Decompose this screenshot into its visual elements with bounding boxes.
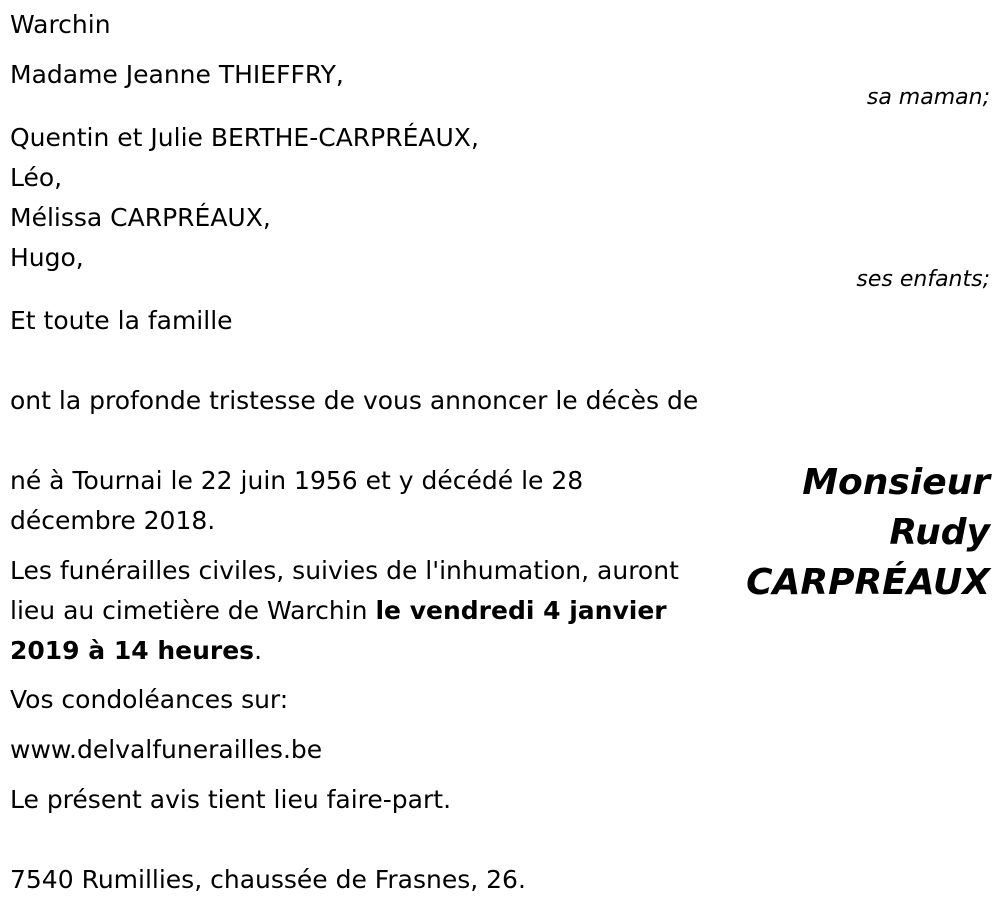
child-entry: Léo, [10,163,63,192]
mother-relation: sa maman; [866,85,990,110]
rest-of-family: Et toute la famille [10,306,233,335]
address-text: 7540 Rumillies, chaussée de Frasnes, 26. [10,865,526,894]
birth-death-text: né à Tournai le 22 juin 1956 et y décédé le 28 décembre 2018. [10,466,584,535]
funeral-date: le vendredi 4 janvier 2019 à 14 heures [10,596,667,665]
town-name: Warchin [10,10,111,39]
mother-name: Madame Jeanne THIEFFRY, [10,60,344,89]
funeral-details [10,551,720,671]
deceased-title: Monsieur [802,462,990,503]
announcement-text: ont la profonde tristesse de vous annoncer le décès de [10,386,699,415]
funeral-end: . [254,636,263,665]
children-relation: ses enfants; [856,267,990,292]
condolences-website-link[interactable]: www.delvalfunerailles.be [10,735,323,764]
deceased-name [746,458,990,608]
deceased-first-name: Rudy [889,512,990,553]
condolences-label: Vos condoléances sur: [10,685,289,714]
child-entry: Quentin et Julie BERTHE-CARPRÉAUX, [10,123,479,152]
child-entry: Mélissa CARPRÉAUX, [10,203,271,232]
notice-text: Le présent avis tient lieu faire-part. [10,785,452,814]
deceased-last-name: CARPRÉAUX [746,562,990,603]
child-entry: Hugo, [10,243,84,272]
funeral-intro: Les funérailles civiles, suivies de l'inhumation, auront lieu au cimetière de Warchin [10,556,679,625]
